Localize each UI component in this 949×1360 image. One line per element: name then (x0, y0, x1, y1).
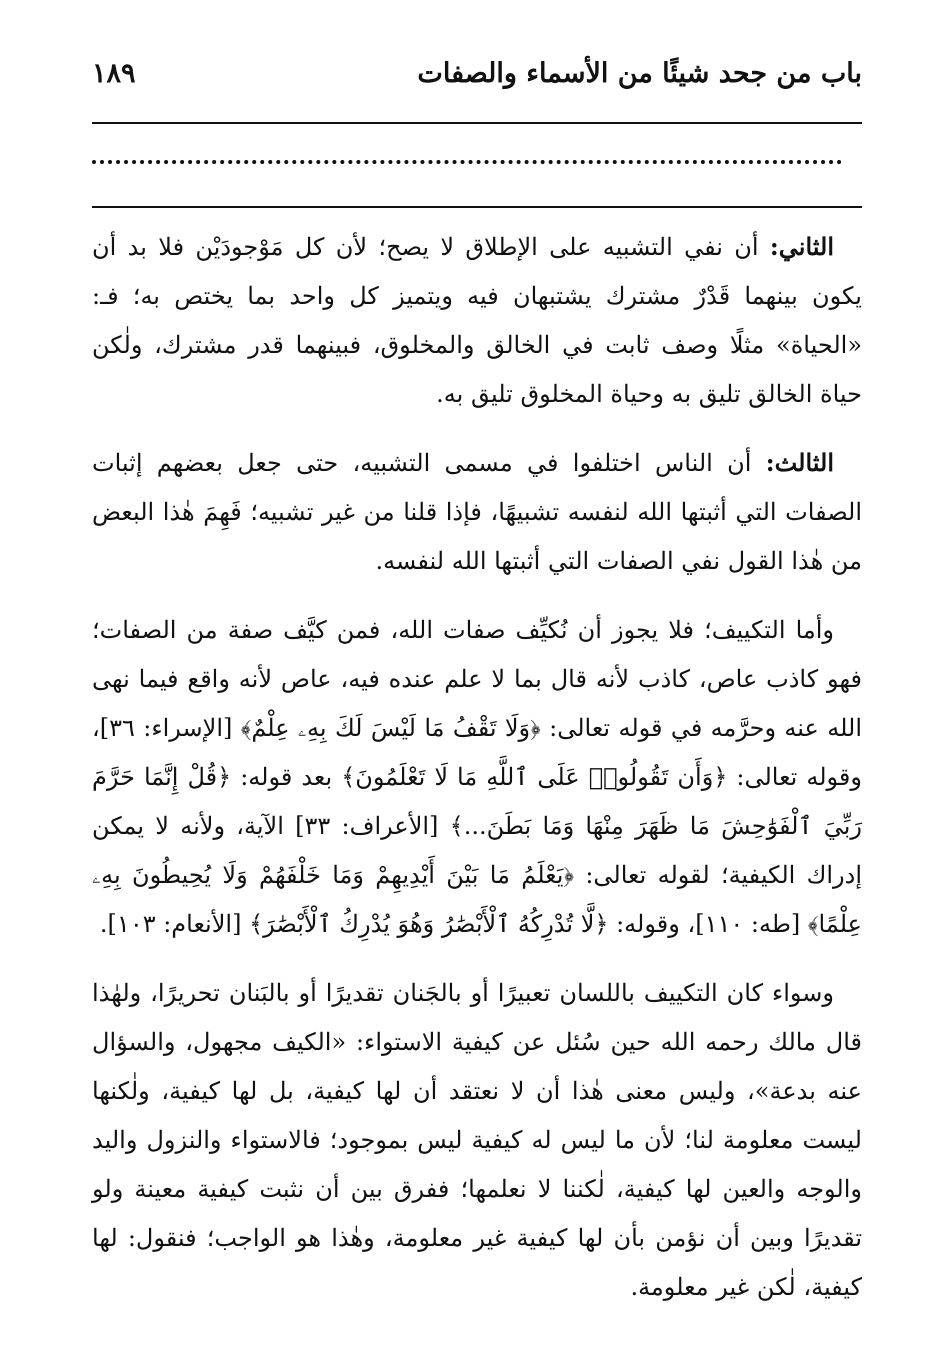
body-rule (92, 206, 862, 208)
paragraph-third (92, 438, 862, 586)
paragraph-malik (92, 968, 862, 1312)
paragraph-second (92, 222, 862, 419)
paragraph-text: وسواء كان التكييف باللسان تعبيرًا أو بالجَنان تقديرًا أو بالبَنان تحريرًا، ولهٰذا قال مالك رحمه الله حين سُئل عن كيفية الاستواء: «الكيف مجهول، والسؤال عنه بدعة»، وليس معنى هٰذا أن لا نعتقد أن لها كيفية، بل لها كيفية، ولٰكنها ليست معلومة لنا؛ لأن ما ليس له كيفية ليس بموجود؛ فالاستواء والنزول واليد والوجه والعين لها كيفية، لٰكننا لا نعلمها؛ ففرق بين أن نثبت كيفية معينة ولو تقديرًا وبين أن نؤمن بأن لها كيفية غير معلومة، وهٰذا هو الواجب؛ فنقول: لها كيفية، لٰكن غير معلومة. (92, 979, 863, 1301)
page-body (92, 222, 862, 1331)
paragraph-text: وأما التكييف؛ فلا يجوز أن نُكيِّف صفات الله، فمن كيَّف صفة من الصفات؛ فهو كاذب عاص، كاذب لأنه قال بما لا علم عنده فيه، عاص لأنه واقع فيما نهى الله عنه وحرَّمه في قوله تعالى: ﴿وَلَا تَقْفُ مَا لَيْسَ لَكَ بِهِۦ عِلْمٌ﴾ [الإسراء: ٣٦]، وقوله تعالى: ﴿وَأَن تَقُولُوا۟ عَلَى ٱللَّهِ مَا لَا تَعْلَمُونَ﴾ بعد قوله: ﴿قُلْ إِنَّمَا حَرَّمَ رَبِّيَ ٱلْفَوَٰحِشَ مَا ظَهَرَ مِنْهَا وَمَا بَطَنَ...﴾ [الأعراف: ٣٣] الآية، ولأنه لا يمكن إدراك الكيفية؛ لقوله تعالى: ﴿يَعْلَمُ مَا بَيْنَ أَيْدِيهِمْ وَمَا خَلْفَهُمْ وَلَا يُحِيطُونَ بِهِۦ عِلْمًا﴾ [طه: ١١٠]، وقوله: ﴿لَّا تُدْرِكُهُ ٱلْأَبْصَٰرُ وَهُوَ يُدْرِكُ ٱلْأَبْصَٰرَ﴾ [الأنعام: ١٠٣]. (92, 616, 862, 938)
page-number: ١٨٩ (92, 58, 136, 89)
dotted-separator (92, 160, 842, 164)
paragraph-text: أن نفي التشبيه على الإطلاق لا يصح؛ لأن كل مَوْجودَيْن فلا بد أن يكون بينهما قَدْرٌ مشترك يشتبهان فيه ويتميز كل واحد بما يختص به؛ فـ: «الحياة» مثلًا وصف ثابت في الخالق والمخلوق، فبينهما قدر مشترك، ولٰكن حياة الخالق تليق به وحياة المخلوق تليق به. (92, 233, 862, 408)
header-rule (92, 122, 862, 124)
paragraph-term: الثاني: (769, 232, 834, 261)
paragraph-takyif (92, 605, 862, 949)
running-title: باب من جحد شيئًا من الأسماء والصفات (417, 58, 862, 89)
page-header (92, 58, 862, 102)
paragraph-term: الثالث: (765, 448, 834, 477)
paragraph-text: أن الناس اختلفوا في مسمى التشبيه، حتى جعل بعضهم إثبات الصفات التي أثبتها الله لنفسه تشبيهًا، فإذا قلنا من غير تشبيه؛ فَهِمَ هٰذا البعض من هٰذا القول نفي الصفات التي أثبتها الله لنفسه. (92, 449, 862, 575)
